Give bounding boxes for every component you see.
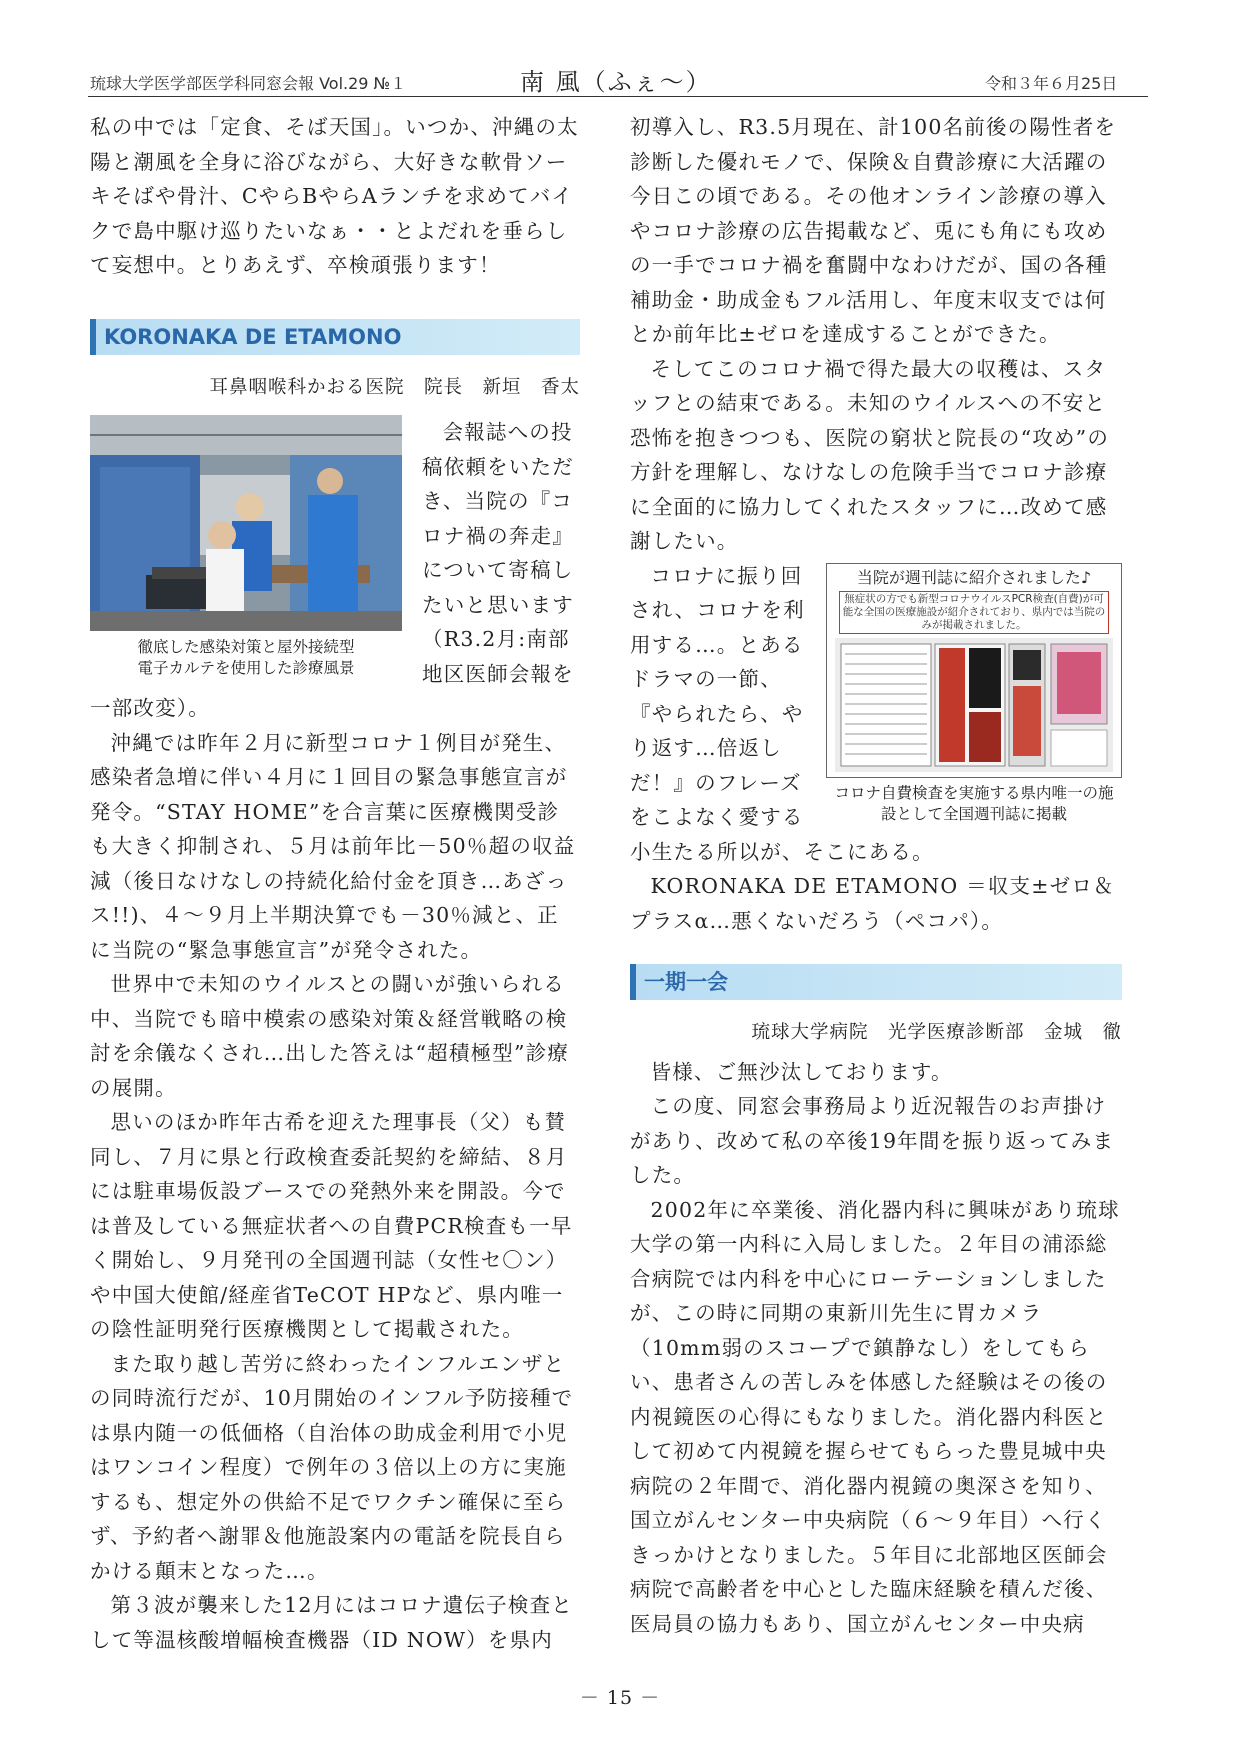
photo-caption-line-1: 徹底した感染対策と屋外接続型 [137,638,355,656]
clinic-photo [90,415,402,631]
magazine-box-title: 当院が週刊誌に紹介されました♪ [856,567,1092,587]
newsletter-name: 南 風（ふぇ〜） [520,68,712,96]
article-paragraph: また取り越し苦労に終わったインフルエンザとの同時流行だが、10月開始のインフル予防接種では県内随一の低価格（自治体の助成金利用で小児はワンコイン程度）で例年の３倍以上の方に実施するも、想定外の供給不足でワクチン確保に至らず、予約者へ謝罪＆他施設案内の電話を院長自らかける顛末となった…。 [90,1351,574,1583]
magazine-caption [826,783,1122,825]
page-number: － 15 － [579,1687,661,1709]
article-paragraph: 2002年に卒業後、消化器内科に興味があり琉球大学の第一内科に入局しました。２年目の浦添総合病院では内科を中心にローテーションしましたが、この時に同期の東新川先生に胃カメラ（10mm弱のスコープで鎮静なし）をしてもらい、患者さんの苦しみを体感した経験はその後の内視鏡医の心得にもなりました。消化器内科医として初めて内視鏡を握らせてもらった豊見城中央病院の２年間で、消化器内視鏡の奥深さを知り、国立がんセンター中央病院（６～９年目）へ行くきっかけとなりました。５年目に北部地区医師会病院で高齢者を中心とした臨床経験を積んだ後、医局員の協力もあり、国立がんセンター中央病 [630,1197,1120,1636]
article-paragraph: 第３波が襲来した12月にはコロナ遺伝子検査として等温核酸増幅検査機器（ID NOW）を県内 [90,1593,573,1652]
clinic-photo-figure [90,415,402,679]
article-paragraph: 世界中で未知のウイルスとの闘いが強いられる中、当院でも暗中模索の感染対策＆経営戦略の検討を余儀なくされ…出した答えは“超積極型”診療の展開。 [90,972,570,1100]
journal-title: 琉球大学医学部医学科同窓会報 Vol.29 №１ [90,74,407,93]
intro-paragraph: 私の中では「定食、そば天国」。いつか、沖縄の太陽と潮風を全身に浴びながら、大好きな軟骨ソーキそばや骨汁、CやらBやらAランチを求めてバイクで島中駆け巡りたいなぁ・・とよだれを垂らして妄想中。とりあえず、卒検頑張ります！ [90,115,579,277]
article-paragraph: そしてこのコロナ禍で得た最大の収穫は、スタッフとの結束である。未知のウイルスへの不安と恐怖を抱きつつも、医院の窮状と院長の“攻め”の方針を理解し、なけなしの危険手当でコロナ診療に全面的に協力してくれたスタッフに…改めて感謝したい。 [630,356,1110,553]
byline-author-2: 琉球大学病院 光学医療診断部 金城 徹 [751,1022,1122,1043]
article-paragraph: KORONAKA DE ETAMONO ＝収支±ゼロ＆プラスα…悪くないだろう（ペコパ）。 [630,874,1115,933]
article-paragraph: 会報誌への投稿依頼をいただき、当院の『コロナ禍の奔走』について寄稿したいと思います（R3.2月:南部地区医師会報を一部改変）。 [90,420,574,720]
section-heading-koronaka: KORONAKA DE ETAMONO [90,319,580,355]
right-column [630,110,1122,1641]
magazine-clipping-image [835,638,1113,772]
article-paragraph: コロナに振り回され、コロナを利用する…。とあるドラマの一節、『やられたら、やり返す…倍返しだ！』のフレーズをこよなく愛する小生たる所以が、そこにある。 [630,563,934,864]
section-heading-ichigo-ichie: 一期一会 [630,964,1122,1000]
photo-caption-line-2: 電子カルテを使用した診療風景 [137,659,355,677]
article-paragraph: この度、同窓会事務局より近況報告のお声掛けがあり、改めて私の卒後19年間を振り返ってみました。 [630,1094,1115,1187]
left-column [90,110,580,1657]
magazine-box [826,563,1122,778]
article-paragraph: 皆様、ご無沙汰しております。 [650,1059,953,1084]
magazine-caption-line-1: コロナ自費検査を実施する県内唯一の施 [834,783,1114,802]
header-rule [88,96,1148,97]
article-paragraph: 沖縄では昨年２月に新型コロナ１例目が発生、感染者急増に伴い４月に１回目の緊急事態宣言が発令。“STAY HOME”を合言葉に医療機関受診も大きく抑制され、５月は前年比－50％超の収益減（後日なけなしの持続化給付金を頂き…あざっス!!)、４～９月上半期決算でも－30％減と、正に当院の“緊急事態宣言”が発令された。 [90,730,576,962]
magazine-box-note: 無症状の方でも新型コロナウイルスPCR検査(自費)が可能な全国の医療施設が紹介されており、県内では当院のみが掲載されました。 [839,591,1109,634]
byline-author: 耳鼻咽喉科かおる医院 院長 新垣 香太 [209,376,580,398]
issue-date: 令和３年６月25日 [985,74,1118,93]
magazine-figure [826,563,1122,825]
article-paragraph: 初導入し、R3.5月現在、計100名前後の陽性者を診断した優れモノで、保険＆自費診療に大活躍の今日この頃である。その他オンライン診療の導入やコロナ診療の広告掲載など、兎にも角にも攻めの一手でコロナ禍を奮闘中なわけだが、国の各種補助金・助成金もフル活用し、年度末収支では何とか前年比±ゼロを達成することができた。 [630,115,1117,346]
photo-caption [90,637,402,679]
magazine-caption-line-2: 設として全国週刊誌に掲載 [880,804,1067,823]
article-paragraph: 思いのほか昨年古希を迎えた理事長（父）も賛同し、７月に県と行政検査委託契約を締結、８月には駐車場仮設ブースでの発熱外来を開設。今では普及している無症状者への自費PCR検査も一早く開始し、９月発刊の全国週刊誌（女性セ〇ン）や中国大使館/経産省TeCOT HPなど、県内唯一の陰性証明発行医療機関として掲載された。 [90,1110,573,1341]
